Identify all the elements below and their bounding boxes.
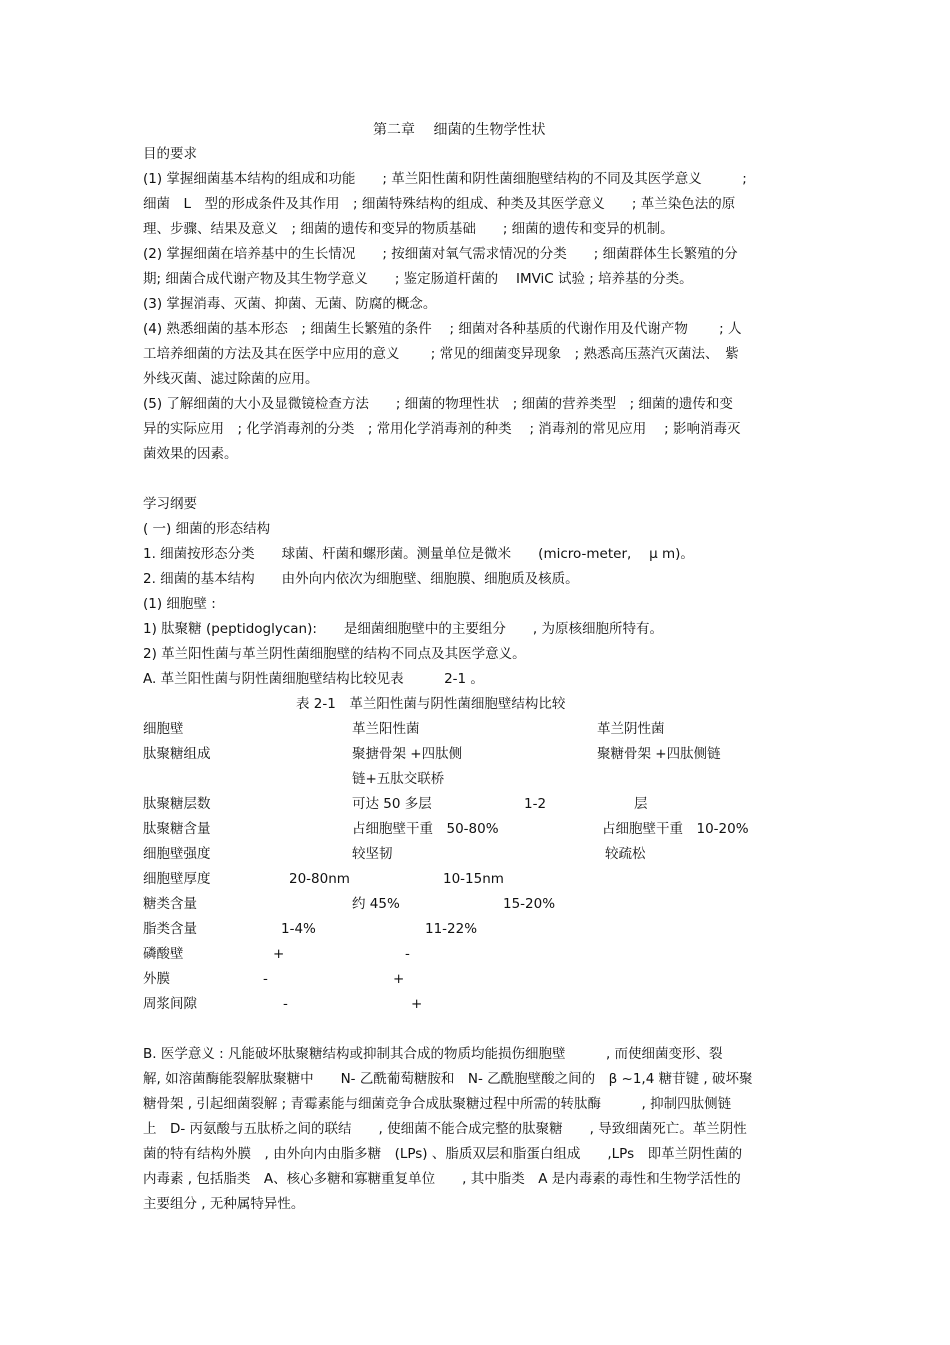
table-cell: 细胞壁强度 [143,846,211,862]
significance-line: 糖骨架 , 引起细菌裂解 ; 青霉素能与细菌竞争合成肽聚糖过程中所需的转肽酶 , 抑制四肽侧链 [143,1096,732,1112]
table-cell: 较疏松 [605,846,646,862]
outline-line: 1) 肽聚糖 (peptidoglycan): 是细菌细胞壁中的主要组分 , 为原核细胞所特有。 [143,621,663,637]
table-cell: 聚糖骨架 +四肽侧链 [597,746,721,762]
table-header: 细胞壁 [143,721,184,737]
table-caption: 表 2-1 革兰阳性菌与阴性菌细胞壁结构比较 [296,696,566,712]
table-cell: 10-15nm [443,871,504,887]
objective-line: (3) 掌握消毒、灭菌、抑菌、无菌、防腐的概念。 [143,296,437,312]
objective-line: (4) 熟悉细菌的基本形态 ; 细菌生长繁殖的条件 ; 细菌对各种基质的代谢作用及代谢产物 ; 人 [143,321,742,337]
table-cell: 脂类含量 [143,921,197,937]
table-cell: 20-80nm [289,871,350,887]
outline-line: 1. 细菌按形态分类 球菌、杆菌和螺形菌。测量单位是微米 (micro-meter, μ m)。 [143,546,694,562]
significance-line: 主要组分 , 无种属特异性。 [143,1196,305,1212]
outline-line: 2) 革兰阳性菌与革兰阴性菌细胞壁的结构不同点及其医学意义。 [143,646,526,662]
table-cell: 层 [634,796,648,812]
table-cell: 细胞壁厚度 [143,871,211,887]
significance-line: B. 医学意义 : 凡能破坏肽聚糖结构或抑制其合成的物质均能损伤细胞壁 , 而使细菌变形、裂 [143,1046,723,1062]
chapter-title: 第二章 细菌的生物学性状 [373,122,546,138]
significance-line: 菌的特有结构外膜 , 由外向内由脂多糖 (LPs) 、脂质双层和脂蛋白组成 ,LPs 即革兰阴性菌的 [143,1146,743,1162]
significance-line: 解, 如溶菌酶能裂解肽聚糖中 N- 乙酰葡萄糖胺和 N- 乙酰胞壁酸之间的 β ~1,4 糖苷键 , 破坏聚 [143,1071,753,1087]
objective-line: 异的实际应用 ; 化学消毒剂的分类 ; 常用化学消毒剂的种类 ; 消毒剂的常见应用 ; 影响消毒灭 [143,421,741,437]
objective-line: 菌效果的因素。 [143,446,238,462]
table-cell: + [393,971,405,987]
table-cell: - [263,971,268,987]
outline-line: (1) 细胞壁 : [143,596,216,612]
table-cell: 11-22% [425,921,478,937]
table-cell: - [283,996,288,1012]
table-cell: 聚搪骨架 +四肽侧 [352,746,463,762]
significance-line: 内毒素 , 包括脂类 A、核心多糖和寡糖重复单位 , 其中脂类 A 是内毒素的毒性和生物学活性的 [143,1171,741,1187]
table-cell: 糖类含量 [143,896,197,912]
table-cell: 链+五肽交联桥 [352,771,445,787]
table-cell: + [273,946,285,962]
significance-line: 上 D- 丙氨酸与五肽桥之间的联结 , 使细菌不能合成完整的肽聚糖 , 导致细菌死亡。革兰阴性 [143,1121,747,1137]
objective-line: 理、步骤、结果及意义 ; 细菌的遗传和变异的物质基础 ; 细菌的遗传和变异的机制。 [143,221,674,237]
table-cell: 可达 50 多层 [352,796,432,812]
table-cell: 外膜 [143,971,170,987]
objective-line: (5) 了解细菌的大小及显微镜检查方法 ; 细菌的物理性状 ; 细菌的营养类型 ; 细菌的遗传和变 [143,396,733,412]
objective-line: (2) 掌握细菌在培养基中的生长情况 ; 按细菌对氧气需求情况的分类 ; 细菌群体生长繁殖的分 [143,246,738,262]
outline-line: ( 一) 细菌的形态结构 [143,521,271,537]
table-cell: 周浆间隙 [143,996,197,1012]
table-cell: 肽聚糖含量 [143,821,211,837]
table-cell: - [405,946,410,962]
table-cell: 占细胞壁干重 50-80% [352,821,499,837]
objectives-heading: 目的要求 [143,146,197,162]
objective-line: 期; 细菌合成代谢产物及其生物学意义 ; 鉴定肠道杆菌的 IMViC 试验 ; 培养基的分类。 [143,271,693,287]
table-cell: 肽聚糖组成 [143,746,211,762]
table-header: 革兰阳性菌 [352,721,420,737]
objective-line: (1) 掌握细菌基本结构的组成和功能 ; 革兰阳性菌和阴性菌细胞壁结构的不同及其医学意义 ; [143,171,747,187]
table-cell: 约 45% [352,896,400,912]
table-cell: 较坚韧 [352,846,393,862]
outline-line: A. 革兰阳性菌与阴性菌细胞壁结构比较见表 2-1 。 [143,671,484,687]
objective-line: 细菌 L 型的形成条件及其作用 ; 细菌特殊结构的组成、种类及其医学意义 ; 革兰染色法的原 [143,196,736,212]
table-cell: 1-4% [281,921,316,937]
table-header: 革兰阴性菌 [597,721,665,737]
table-cell: 占细胞壁干重 10-20% [602,821,749,837]
table-cell: 1-2 [524,796,547,812]
outline-heading: 学习纲要 [143,496,197,512]
outline-line: 2. 细菌的基本结构 由外向内依次为细胞壁、细胞膜、细胞质及核质。 [143,571,579,587]
table-cell: + [411,996,423,1012]
objective-line: 工培养细菌的方法及其在医学中应用的意义 ; 常见的细菌变异现象 ; 熟悉高压蒸汽灭菌法、 紫 [143,346,739,362]
objective-line: 外线灭菌、滤过除菌的应用。 [143,371,319,387]
table-cell: 肽聚糖层数 [143,796,211,812]
table-cell: 磷酸壁 [143,946,184,962]
table-cell: 15-20% [503,896,556,912]
